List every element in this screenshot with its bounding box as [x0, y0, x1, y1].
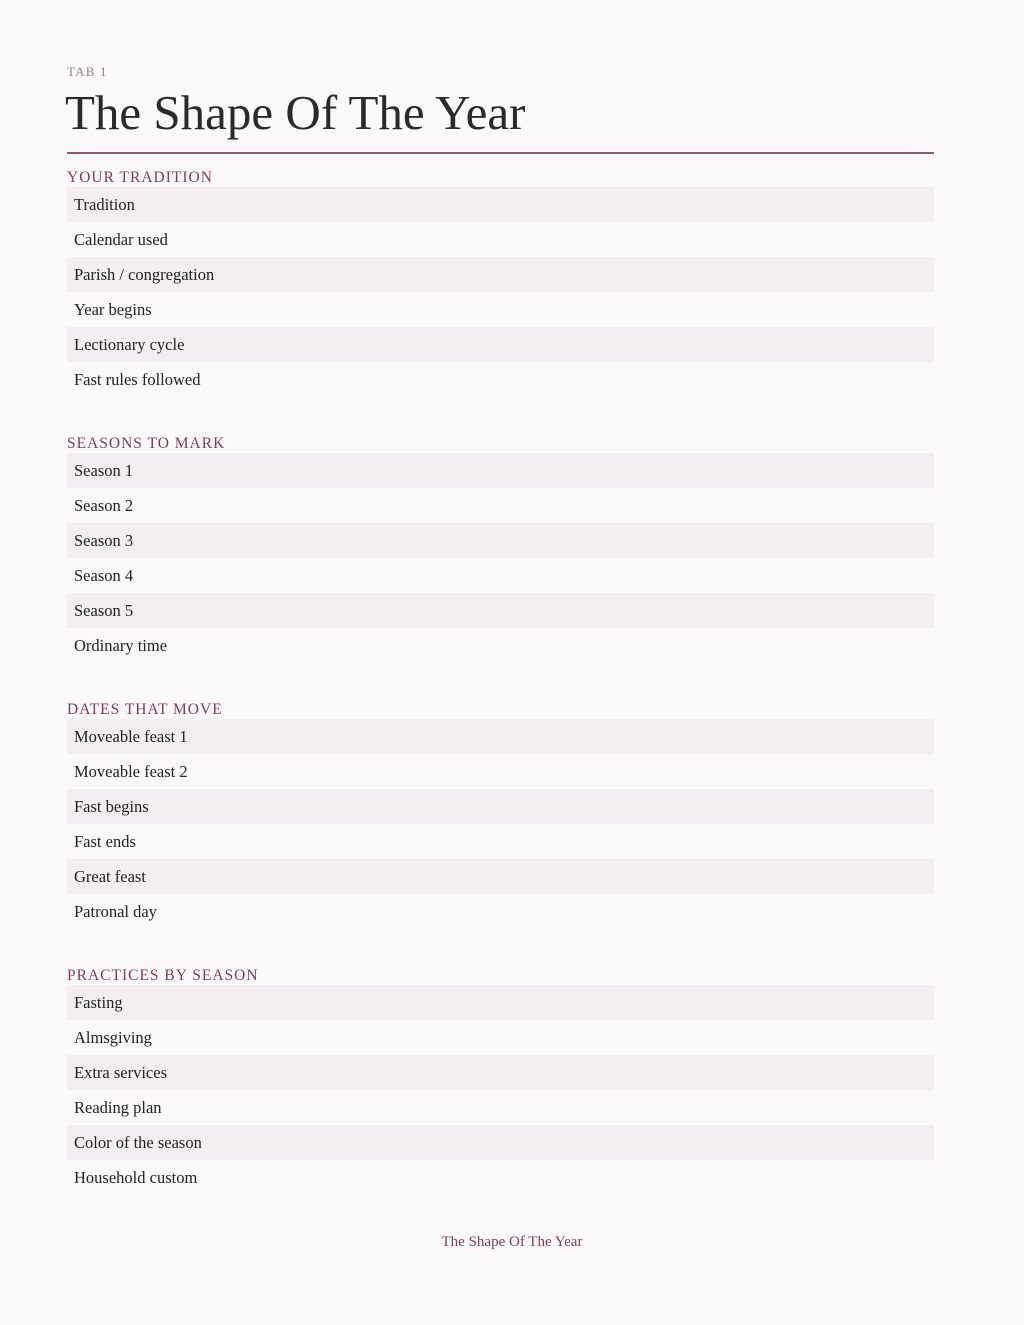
field-row-fast-begins[interactable]: Fast begins	[67, 789, 934, 824]
section-heading: SEASONS TO MARK	[67, 435, 226, 452]
field-row-great-feast[interactable]: Great feast	[67, 859, 934, 894]
field-row-patronal-day[interactable]: Patronal day	[74, 902, 157, 921]
field-row-moveable-feast-2[interactable]: Moveable feast 2	[74, 762, 188, 781]
section-heading: YOUR TRADITION	[67, 169, 213, 186]
field-row-year-begins[interactable]: Year begins	[74, 300, 152, 319]
page-footer: The Shape Of The Year	[441, 1234, 583, 1250]
section-dates-that-move	[67, 699, 934, 965]
field-row-almsgiving[interactable]: Almsgiving	[74, 1028, 152, 1047]
field-row-moveable-feast-1[interactable]: Moveable feast 1	[67, 719, 934, 754]
title-divider	[67, 152, 934, 154]
section-heading: DATES THAT MOVE	[67, 701, 223, 718]
field-row-household-custom[interactable]: Household custom	[74, 1168, 198, 1187]
field-row-season-1[interactable]: Season 1	[67, 453, 934, 488]
field-row-fast-rules[interactable]: Fast rules followed	[74, 370, 201, 389]
section-your-tradition	[67, 167, 934, 433]
field-row-season-2[interactable]: Season 2	[74, 496, 134, 515]
section-heading: PRACTICES BY SEASON	[67, 967, 259, 984]
field-row-parish[interactable]: Parish / congregation	[67, 257, 934, 292]
field-row-season-5[interactable]: Season 5	[67, 593, 934, 628]
field-row-tradition[interactable]: Tradition	[67, 187, 934, 222]
field-row-season-4[interactable]: Season 4	[74, 566, 134, 585]
field-row-calendar-used[interactable]: Calendar used	[74, 230, 168, 249]
field-row-ordinary-time[interactable]: Ordinary time	[74, 636, 168, 655]
field-row-extra-services[interactable]: Extra services	[67, 1055, 934, 1090]
field-row-fasting[interactable]: Fasting	[67, 985, 934, 1020]
field-row-reading-plan[interactable]: Reading plan	[74, 1098, 162, 1117]
field-row-color-of-season[interactable]: Color of the season	[67, 1125, 934, 1160]
field-row-lectionary-cycle[interactable]: Lectionary cycle	[67, 327, 934, 362]
sections-container	[67, 167, 934, 1231]
section-seasons-to-mark	[67, 433, 934, 699]
page-title: The Shape Of The Year	[65, 85, 526, 140]
section-practices-by-season	[67, 965, 934, 1231]
tab-label: TAB 1	[67, 64, 108, 79]
field-row-fast-ends[interactable]: Fast ends	[74, 832, 136, 851]
field-row-season-3[interactable]: Season 3	[67, 523, 934, 558]
